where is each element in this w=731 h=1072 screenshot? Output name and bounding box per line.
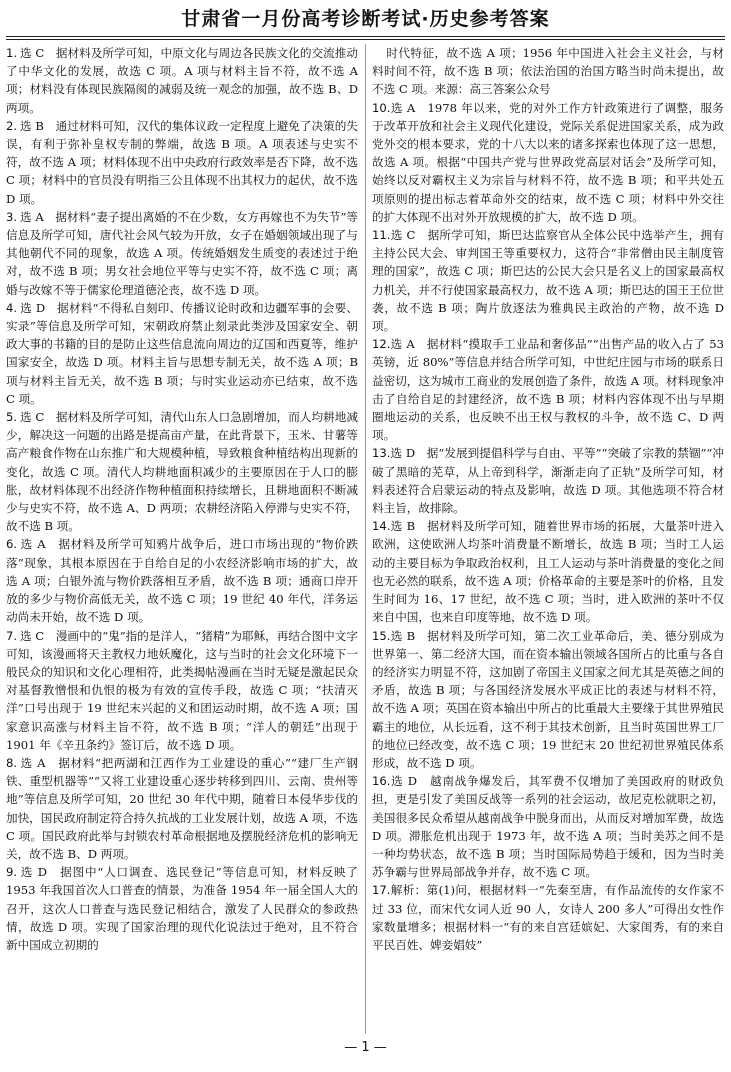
answer-number: 15. (372, 628, 391, 643)
page-title: 甘肃省一月份高考诊断考试·历史参考答案 (181, 8, 550, 30)
answer-number: 12. (372, 337, 391, 352)
answer-number: 16. (372, 774, 391, 789)
answer-text: 选 B 据材料及所学可知，第二次工业革命后，美、德分别成为世界第一、第二经济大国，而在资本输出领域各国所占的比重与各自的经济实力明显不符，这加剧了帝国主义国家之间尤其是英德之间的矛盾，故选 B 项；与各国经济发展水平成正比的表述与材料不符，故不选 A 项；英国在资本输出中所占的比重最大主要缘于其世界殖民霸主的地位，从长远看，这不利于其技术创新，且当时英国世界工厂的地位已经改变，故不选 C 项；19 世纪末 20 世纪初世界殖民体系形成，故不选 D 项。 (372, 628, 724, 770)
answer-text: 选 C 据材料及所学可知，中原文化与周边各民族文化的交流推动了中华文化的发展，故选 C 项。A 项与材料主旨不符，故不选 A 项；材料没有体现民族隔阂的减弱及统一观念的加强，故不选 B、D 两项。 (6, 46, 358, 115)
answer-item (372, 44, 724, 99)
answer-text: 选 B 据材料及所学可知，随着世界市场的拓展，大量茶叶进入欧洲，这使欧洲人均茶叶消费量不断增长，故选 B 项；当时工人运动的主要目标为争取政治权利，且工人运动与茶叶消费量的变化之间也无必然的联系，故不选 A 项；价格革命的主要是茶叶的价格，且发生时间为 16、17 世纪，故不选 C 项；当时，进入欧洲的茶叶不仅来自中国，也来自印度等地，故不选 D 项。 (372, 519, 724, 625)
answer-text: 选 A 据材料“摸取手工业品和奢侈品”“出售产品的收入占了 53 英镑，近 80%”等信息并结合所学可知，中世纪庄园与市场的联系日益密切，这为城市工商业的发展创造了条件，故选 A 项。材料现象冲击了自给自足的封建经济，故不选 B 项；材料内容体现不出与早期圈地运动的关系，也反映不出王权与教权的斗争，故不选 C、D 两项。 (372, 337, 724, 443)
answer-item (372, 881, 724, 954)
answer-item (6, 535, 358, 626)
answer-number: 4. (6, 300, 18, 315)
answer-item (6, 408, 358, 535)
answer-number: 6. (6, 537, 18, 552)
answer-text: 选 D 据图中“人口调查、选民登记”等信息可知，材料反映了 1953 年我国首次人口普查的情景，为准备 1954 年一届全国人大的召开，这次人口普查与选民登记相结合，激发了人民群众的参政热情，故选 D 项。实现了国家治理的现代化说法过于绝对，且不符合新中国成立初期的 (6, 865, 358, 952)
answer-text: 选 D 越南战争爆发后，其军费不仅增加了美国政府的财政负担，更是引发了美国反战等一系列的社会运动，故尼克松就职之初，美国很多民众希望从越南战争中脱身而出，从而反对增加军费，故选 D 项。滞胀危机出现于 1973 年，故不选 A 项；当时美苏之间不是一种均势状态，故不选 B 项；当时国际局势趋于缓和，因为当时美苏争霸与世界局部战争并存，故不选 C 项。 (372, 774, 724, 880)
answer-text: 选 B 通过材料可知，汉代的集体议政一定程度上避免了决策的失误，有利于弥补皇权专制的弊端，故选 B 项。A 项表述与史实不符，故不选 A 项；材料体现不出中央政府行政效率是否下降，故不选 C 项；材料中的官员没有明指三公且体现不出其权力的起伏，故不选 D 项。 (6, 118, 358, 206)
answer-number: 2. (6, 118, 18, 133)
answer-text: 时代特征，故不选 A 项；1956 年中国进入社会主义社会，与材料时间不符，故不选 B 项；依法治国的治国方略当时尚未提出，故不选 C 项。来源：高三答案公众号 (372, 46, 724, 97)
answer-item (372, 772, 724, 881)
answer-number: 1. (6, 46, 18, 60)
page-number: — 1 — (344, 1040, 387, 1055)
answer-text: 选 A 据材料“妻子提出离婚的不在少数，女方再嫁也不为失节”等信息及所学可知，唐代社会风气较为开放，女子在婚姻领域出现了与其他朝代不同的现象，故选 A 项。传统婚姻发生质变的表述过于绝对，故不选 B 项；男女社会地位平等与史实不符，故不选 C 项；离婚与改嫁不等于儒家伦理道德沦丧，故不选 D 项。 (6, 209, 358, 297)
answer-item (6, 754, 358, 863)
answer-item (6, 117, 358, 208)
answer-text: 选 D 据材料“不得私自刻印、传播议论时政和边疆军事的会要、实录”等信息及所学可知，宋朝政府禁止刻录此类涉及国家安全、朝政大事的书籍的目的是防止这些信息流向周边的辽国和西夏等，维护国家安全，故选 D 项。材料主旨与思想专制无关，故不选 A 项；B 项与材料主旨无关，故不选 B 项；与时实业运动亦已结束，故不选 C 项。 (6, 300, 358, 406)
answer-number: 17. (372, 883, 391, 898)
answer-text: 选 A 据材料“把两湖和江西作为工业建设的重心”“建厂生产钢铁、重型机器等”“又将工业建设重心逐步转移到四川、云南、贵州等地”等信息及所学可知，20 世纪 30 年代中期，随着日本侵华步伐的加快，国民政府制定符合持久抗战的工业发展计划，故选 A 项，不选 C 项。国民政府此举与封锁农村革命根据地及摆脱经济危机的影响无关，故不选 B、D 两项。 (6, 755, 358, 861)
answer-number: 5. (6, 410, 18, 425)
answer-item (6, 863, 358, 954)
answer-number: 8. (6, 755, 18, 770)
answer-text: 选 A 据材料及所学可知鸦片战争后，进口市场出现的“物价跌落”现象，其根本原因在于自给自足的小农经济影响市场的扩大，故选 A 项；白银外流与物价跌落相互矛盾，故不选 B 项；通商口岸开放的多少与物价高低无关，故不选 C 项；19 世纪 40 年代，洋务运动尚未开始，故不选 D 项。 (6, 537, 358, 625)
answer-text: 选 C 漫画中的“鬼”指的是洋人，“猪精”为耶稣，再结合图中文字可知，该漫画将天主教权力地妖魔化，这与当时的社会文化环境下一般民众的知识和文化心理相符，此类揭帖漫画在当时无疑是激起民众对基督教憎恨和仇恨的极为有效的宣传手段，故选 C 项；“扶清灭洋”口号出现于 19 世纪末兴起的义和团运动时期，故不选 A 项；国家意识高涨与材料主旨不符，故不选 B 项；“洋人的朝廷”出现于 1901 年《辛丑条约》签订后，故不选 D 项。 (6, 628, 358, 752)
answer-number: 9. (6, 865, 18, 880)
answer-item (6, 208, 358, 299)
answer-number: 13. (372, 446, 391, 461)
column-divider (365, 44, 366, 1034)
answer-number: 7. (6, 628, 18, 643)
answer-item (372, 517, 724, 626)
title-rule-thin (6, 39, 725, 40)
answer-item (6, 44, 358, 117)
answer-number: 14. (372, 519, 391, 534)
answer-number: 11. (372, 228, 391, 243)
answer-item (372, 627, 724, 773)
answer-item (372, 226, 724, 335)
answer-text: 选 A 1978 年以来，党的对外工作方针政策进行了调整，服务于改革开放和社会主义现代化建设，党际关系促进国家关系，成为政党外交的根本要求，党的十八大以来的诸多探索也体现了这一思想，故选 A 项。根据“中国共产党与世界政党高层对话会”及所学可知，始终以反对霸权主义为宗旨与材料不符，故不选 B 项；和平共处五项原则的提出标志着革命外交的结束，故不选 C 项；材料中外交往的扩大体现不出对外开放规模的扩大，故不选 D 项。 (372, 100, 724, 224)
answer-item (372, 444, 724, 517)
answer-text: 解析：第(1)问，根据材料一“先秦至唐，有作品流传的女作家不过 33 位，而宋代女词人近 90 人，女诗人 200 多人”可得出女性作家数量增多；根据材料一“有的来自宫廷嫔妃、大家闺秀，有的来自平民百姓、婢妾娼妓” (372, 883, 724, 952)
answer-text: 选 C 据所学可知，斯巴达监察官从全体公民中选举产生，拥有主持公民大会、审判国王等重要权力，这符合“非常僧由民主制度管理的国家”，故选 C 项；斯巴达的公民大会只是名义上的国家最高权力机关，并不行使国家最高权力，故不选 A 项；斯巴达的国王王位世袭，故不选 B 项；陶片放逐法为雅典民主政治的产物，故不选 D 项。 (372, 228, 724, 334)
answer-item (372, 99, 724, 226)
right-column (372, 44, 724, 1034)
answer-item (6, 627, 358, 754)
left-column (6, 44, 358, 1034)
title-rule (6, 36, 725, 37)
answer-text: 选 D 据“发展到提倡科学与自由、平等”“突破了宗教的禁锢”“冲破了黑暗的芜草，从上帝到科学，渐渐走向了正轨”及所学可知，材料表述符合启蒙运动的特点及影响，故选 D 项。其他选项不符合材料主旨，故排除。 (372, 446, 724, 516)
answer-number: 10. (372, 100, 391, 115)
answer-item (372, 335, 724, 444)
answer-number: 3. (6, 209, 18, 224)
answer-text: 选 C 据材料及所学可知，清代山东人口急剧增加，而人均耕地减少，解决这一问题的出路是提高亩产量，在此背景下，玉米、甘薯等高产粮食作物在山东推广和大规模种植，导致粮食种植结构出现新的变化，故选 C 项。清代人均耕地面积减少的主要原因在于人口的膨胀，故材料体现不出经济作物种植面积持续增长，且耕地面积不断减少与史实不符，故不选 A、D 两项；农耕经济陷入停滞与史实不符，故不选 B 项。 (6, 410, 358, 534)
answer-item (6, 299, 358, 408)
